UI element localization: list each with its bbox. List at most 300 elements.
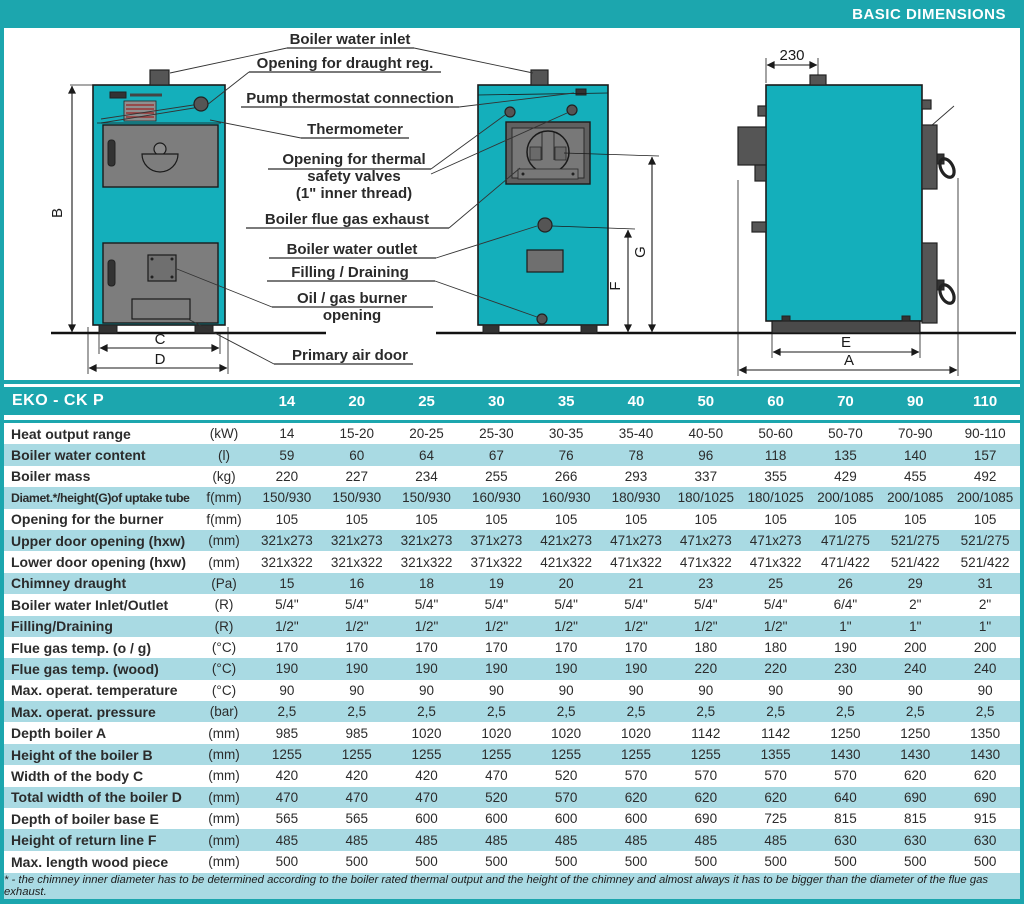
cell-value: 470 — [275, 789, 299, 805]
cell-value: 6/4" — [833, 597, 858, 613]
column-header-50: 50 — [697, 392, 715, 410]
row-label: Flue gas temp. (o / g) — [11, 639, 152, 656]
cell-value: 90 — [279, 682, 295, 698]
row-label: Total width of the boiler D — [11, 789, 182, 806]
cell-value: 2" — [909, 597, 922, 613]
cell-value: 640 — [834, 789, 857, 805]
cell-value: 485 — [415, 832, 438, 848]
cell-value: 78 — [628, 447, 644, 463]
cell-value: 5/4" — [484, 597, 509, 613]
table-row — [4, 423, 1020, 444]
column-header-70: 70 — [837, 392, 854, 410]
cell-value: 105 — [275, 511, 299, 527]
cell-value: 170 — [415, 640, 438, 656]
flue-bolt-r — [572, 173, 575, 176]
cell-value: 1020 — [481, 725, 512, 741]
footnote-text: * - the chimney inner diameter has to be determined according to the boiler rated thermal output and the height of the chimney and almost always it has to be bigger than the diameter of the flue gas exhaust. — [4, 874, 989, 899]
label-thermal-valves-1: Opening for thermal — [282, 151, 426, 168]
cell-value: 19 — [488, 575, 504, 591]
cell-value: 570 — [694, 768, 718, 784]
cell-value: 2,5 — [556, 704, 576, 720]
row-label: Opening for the burner — [11, 511, 164, 528]
cell-value: 1020 — [551, 725, 582, 741]
cell-value: 600 — [415, 811, 438, 827]
cell-value: 690 — [694, 811, 718, 827]
cell-value: 355 — [764, 468, 787, 484]
cell-value: 1255 — [411, 747, 442, 763]
row-label: Width of the body C — [11, 767, 144, 784]
cell-value: 1020 — [411, 725, 442, 741]
cell-value: 227 — [345, 468, 368, 484]
cell-value: 90 — [837, 682, 853, 698]
draught-regulator-knob — [194, 97, 208, 111]
cell-value: 105 — [973, 511, 997, 527]
row-unit: (mm) — [208, 747, 240, 763]
table-row — [4, 573, 1020, 594]
cell-value: 190 — [275, 661, 299, 677]
flue-bottom-bar — [518, 169, 578, 179]
cell-value: 485 — [275, 832, 299, 848]
cell-value: 90 — [558, 682, 574, 698]
cell-value: 321x273 — [261, 533, 313, 549]
cell-value: 485 — [554, 832, 578, 848]
cell-value: 190 — [624, 661, 648, 677]
cell-value: 293 — [624, 468, 648, 484]
table-row — [4, 616, 1020, 637]
cell-value: 1430 — [830, 747, 861, 763]
side-flue-exhaust-box — [738, 127, 766, 165]
table-row — [4, 658, 1020, 679]
cell-value: 471x273 — [679, 533, 732, 549]
cell-value: 2,5 — [347, 704, 367, 720]
front-foot-left — [99, 325, 117, 333]
dim-label-c: C — [154, 331, 166, 348]
table-row — [4, 594, 1020, 615]
cell-value: 105 — [764, 511, 787, 527]
table-row — [4, 829, 1020, 850]
cell-value: 630 — [904, 832, 927, 848]
cell-value: 118 — [764, 447, 787, 463]
cell-value: 1/2" — [484, 618, 509, 634]
cell-value: 25-30 — [479, 426, 514, 442]
row-unit: (mm) — [208, 832, 240, 848]
column-header-14: 14 — [278, 392, 296, 410]
side-leader-line — [931, 106, 954, 126]
cell-value: 620 — [764, 789, 787, 805]
cell-value: 470 — [415, 789, 438, 805]
label-water-outlet: Boiler water outlet — [286, 241, 418, 258]
cell-value: 18 — [419, 575, 435, 591]
cell-value: 521/275 — [960, 533, 1010, 549]
cell-value: 59 — [279, 447, 295, 463]
label-boiler-water-inlet: Boiler water inlet — [289, 31, 411, 48]
cell-value: 170 — [624, 640, 648, 656]
label-opening-draught: Opening for draught reg. — [256, 55, 434, 72]
cell-value: 321x322 — [330, 554, 383, 570]
cell-value: 105 — [834, 511, 857, 527]
cell-value: 485 — [485, 832, 508, 848]
cell-value: 105 — [485, 511, 508, 527]
cell-value: 26 — [837, 575, 853, 591]
side-lower-door — [922, 243, 937, 323]
label-burner-opening-2: opening — [322, 307, 382, 324]
row-unit: (°C) — [211, 682, 237, 698]
cell-value: 471/422 — [821, 554, 870, 570]
cell-value: 521/422 — [960, 554, 1010, 570]
row-unit: (mm) — [208, 533, 240, 549]
cell-value: 570 — [834, 768, 857, 784]
cell-value: 90 — [628, 682, 644, 698]
cell-value: 620 — [904, 768, 927, 784]
side-base — [772, 321, 920, 333]
cell-value: 1255 — [481, 747, 512, 763]
cell-value: 21 — [628, 575, 644, 591]
cell-value: 90-110 — [964, 426, 1006, 442]
cell-value: 371x273 — [470, 533, 523, 549]
column-header-20: 20 — [348, 392, 366, 410]
table-header — [4, 387, 1020, 415]
cell-value: 220 — [764, 661, 787, 677]
cell-value: 630 — [834, 832, 857, 848]
cell-value: 471x322 — [610, 554, 662, 570]
cell-value: 421x273 — [540, 533, 593, 549]
upper-door-handle — [108, 140, 115, 166]
side-flue-step — [755, 165, 766, 181]
column-header-35: 35 — [557, 392, 575, 410]
side-hinge-top — [922, 100, 931, 109]
brand-logo — [110, 92, 126, 98]
cell-value: 20 — [558, 575, 574, 591]
technical-drawings — [4, 28, 1020, 380]
cell-value: 2,5 — [277, 704, 297, 720]
row-unit: (°C) — [211, 640, 237, 656]
cell-value: 190 — [554, 661, 578, 677]
boiler-body-side — [766, 85, 922, 321]
cell-value: 690 — [973, 789, 997, 805]
cell-value: 170 — [275, 640, 299, 656]
cell-value: 500 — [973, 854, 997, 869]
cell-value: 1142 — [761, 725, 791, 741]
label-thermal-valves-3: (1" inner thread) — [295, 185, 413, 202]
row-unit: (mm) — [208, 811, 240, 827]
cell-value: 35-40 — [618, 426, 654, 442]
cell-value: 140 — [904, 447, 927, 463]
cell-value: 500 — [554, 854, 578, 869]
cell-value: 1430 — [900, 747, 931, 763]
cell-value: 985 — [275, 725, 299, 741]
row-unit: (mm) — [208, 725, 240, 741]
cell-value: 5/4" — [624, 597, 648, 613]
row-unit: (kg) — [212, 468, 236, 484]
cell-value: 1" — [909, 618, 922, 634]
flue-bolt-l — [522, 173, 525, 176]
side-upper-handle — [937, 156, 957, 179]
cell-value: 220 — [275, 468, 299, 484]
column-header-25: 25 — [418, 392, 435, 410]
table-row — [4, 551, 1020, 572]
cell-value: 321x322 — [400, 554, 453, 570]
cell-value: 240 — [904, 661, 927, 677]
cell-value: 690 — [904, 789, 927, 805]
label-burner-opening-1: Oil / gas burner — [296, 290, 408, 307]
cell-value: 1255 — [341, 747, 372, 763]
table-row — [4, 530, 1020, 551]
damper-knob — [154, 143, 166, 155]
cell-value: 240 — [973, 661, 997, 677]
table-row — [4, 466, 1020, 487]
row-label: Max. length wood piece — [11, 853, 169, 870]
cell-value: 67 — [488, 447, 504, 463]
table-row — [4, 722, 1020, 743]
cell-value: 1/2" — [275, 618, 299, 634]
cell-value: 50-60 — [758, 426, 793, 442]
cell-value: 815 — [834, 811, 857, 827]
cell-value: 90 — [419, 682, 435, 698]
column-header-30: 30 — [488, 392, 505, 410]
side-stub-top — [758, 106, 766, 116]
cell-value: 570 — [764, 768, 787, 784]
cell-value: 915 — [973, 811, 997, 827]
row-unit: (mm) — [208, 789, 240, 805]
row-label: Height of the boiler B — [11, 746, 153, 763]
cell-value: 485 — [345, 832, 368, 848]
flue-inner-l — [530, 147, 541, 160]
cell-value: 565 — [345, 811, 368, 827]
cell-value: 2" — [978, 597, 992, 613]
cell-value: 500 — [834, 854, 857, 869]
cell-value: 725 — [764, 811, 787, 827]
cell-value: 2,5 — [905, 704, 925, 720]
cell-value: 90 — [768, 682, 784, 698]
cell-value: 90 — [977, 682, 993, 698]
row-label: Heat output range — [11, 425, 131, 442]
cell-value: 471/275 — [821, 533, 870, 549]
cell-value: 266 — [554, 468, 578, 484]
cell-value: 190 — [834, 640, 857, 656]
row-unit: f(mm) — [206, 511, 242, 527]
row-unit: f(mm) — [206, 490, 242, 506]
cell-value: 15 — [279, 575, 295, 591]
row-label: Diamet.*/height(G)of uptake tube — [11, 490, 190, 505]
cell-value: 1355 — [760, 747, 791, 763]
primary-air-door-plate — [132, 299, 190, 319]
dim-label-b: B — [49, 207, 66, 219]
column-header-60: 60 — [767, 392, 784, 410]
table-row — [4, 637, 1020, 658]
cell-value: 2,5 — [696, 704, 716, 720]
thermal-valve-opening-left — [505, 107, 515, 117]
cell-value: 170 — [485, 640, 508, 656]
cell-value: 5/4" — [275, 597, 299, 613]
table-model-label: EKO - CK P — [12, 392, 105, 409]
cell-value: 2,5 — [486, 704, 506, 720]
cell-value: 570 — [554, 789, 578, 805]
cell-value: 190 — [485, 661, 508, 677]
cell-value: 521/275 — [890, 533, 940, 549]
boiler-rear-view — [478, 70, 659, 333]
row-unit: (bar) — [209, 704, 239, 720]
column-header-110: 110 — [972, 392, 998, 410]
cell-value: 500 — [624, 854, 648, 869]
cell-value: 105 — [694, 511, 718, 527]
cell-value: 1142 — [691, 725, 721, 741]
dim-label-f: F — [607, 281, 624, 291]
lower-door-handle — [108, 260, 115, 286]
cell-value: 2,5 — [626, 704, 646, 720]
cell-value: 90 — [349, 682, 365, 698]
cell-value: 471x273 — [610, 533, 662, 549]
cell-value: 500 — [904, 854, 927, 869]
table-top-rule — [4, 380, 1020, 384]
table-body — [4, 423, 1020, 872]
cell-value: 1255 — [271, 747, 302, 763]
cell-value: 620 — [624, 789, 648, 805]
label-thermometer: Thermometer — [307, 121, 403, 138]
cell-value: 420 — [345, 768, 368, 784]
cell-value: 150/930 — [262, 490, 312, 506]
cell-value: 2,5 — [417, 704, 436, 720]
cell-value: 1/2" — [694, 618, 718, 634]
table-row — [4, 787, 1020, 808]
cell-value: 1255 — [690, 747, 721, 763]
cell-value: 23 — [698, 575, 714, 591]
row-label: Lower door opening (hxw) — [11, 554, 186, 571]
cell-value: 220 — [694, 661, 718, 677]
cell-value: 620 — [973, 768, 997, 784]
cell-value: 5/4" — [554, 597, 578, 613]
row-unit: (R) — [214, 618, 234, 634]
cell-value: 105 — [624, 511, 648, 527]
side-lower-handle — [937, 282, 957, 305]
cell-value: 180/930 — [611, 490, 661, 506]
cell-value: 470 — [345, 789, 368, 805]
table-row — [4, 444, 1020, 465]
row-unit: (mm) — [208, 768, 240, 784]
cell-value: 157 — [973, 447, 997, 463]
side-base-tab-l — [782, 316, 790, 321]
cell-value: 180/1025 — [747, 490, 804, 506]
cell-value: 500 — [764, 854, 787, 869]
row-label: Flue gas temp. (wood) — [11, 660, 159, 677]
cell-value: 76 — [558, 447, 574, 463]
label-filling-draining: Filling / Draining — [291, 264, 409, 281]
cell-value: 471x322 — [749, 554, 802, 570]
table-row — [4, 744, 1020, 765]
row-unit: (mm) — [208, 554, 240, 570]
cell-value: 105 — [554, 511, 578, 527]
cell-value: 64 — [419, 447, 435, 463]
cell-value: 1/2" — [763, 618, 788, 634]
cell-value: 170 — [554, 640, 578, 656]
cell-value: 200 — [973, 640, 997, 656]
row-label: Max. operat. temperature — [11, 682, 178, 699]
rear-foot-left — [483, 325, 499, 333]
row-label: Filling/Draining — [11, 618, 113, 635]
cell-value: 485 — [624, 832, 648, 848]
row-label: Boiler mass — [11, 468, 91, 485]
cell-value: 485 — [694, 832, 718, 848]
cell-value: 31 — [977, 575, 993, 591]
table-row — [4, 808, 1020, 829]
cell-value: 337 — [694, 468, 718, 484]
cell-value: 29 — [907, 575, 923, 591]
water-outlet-port — [538, 218, 552, 232]
cell-value: 620 — [694, 789, 718, 805]
cell-value: 105 — [345, 511, 368, 527]
table-row — [4, 851, 1020, 872]
cell-value: 520 — [554, 768, 578, 784]
table-row — [4, 509, 1020, 530]
cell-value: 421x322 — [540, 554, 593, 570]
row-unit: (l) — [218, 447, 230, 463]
cell-value: 25 — [768, 575, 784, 591]
water-inlet-stub-side — [810, 75, 826, 85]
cell-value: 160/930 — [541, 490, 591, 506]
table-row — [4, 487, 1020, 508]
cell-value: 815 — [904, 811, 927, 827]
cell-value: 90 — [488, 682, 504, 698]
cell-value: 14 — [279, 426, 295, 442]
row-unit: (R) — [214, 597, 234, 613]
cell-value: 160/930 — [471, 490, 521, 506]
label-thermal-valves-2: safety valves — [307, 168, 401, 185]
cell-value: 1" — [839, 618, 852, 634]
dim-label-e: E — [840, 334, 852, 351]
table-footnote — [4, 872, 1020, 904]
flue-inner-r — [555, 147, 566, 160]
row-label: Height of return line F — [11, 832, 157, 849]
cell-value: 40-50 — [688, 426, 724, 442]
cell-value: 500 — [275, 854, 299, 869]
filling-draining-port — [537, 314, 547, 324]
cell-value: 90 — [907, 682, 923, 698]
cell-value: 70-90 — [898, 426, 933, 442]
cell-value: 985 — [345, 725, 368, 741]
cell-value: 60 — [349, 447, 365, 463]
cell-value: 16 — [349, 575, 365, 591]
cell-value: 5/4" — [763, 597, 788, 613]
column-header-90: 90 — [906, 392, 924, 410]
cell-value: 630 — [973, 832, 997, 848]
boiler-side-view — [738, 47, 958, 376]
row-label: Depth of boiler base E — [11, 810, 159, 827]
cell-value: 5/4" — [414, 597, 439, 613]
cell-value: 180/1025 — [677, 490, 734, 506]
cell-value: 471x322 — [679, 554, 732, 570]
cell-value: 200 — [904, 640, 927, 656]
cell-value: 485 — [764, 832, 787, 848]
cell-value: 1" — [978, 618, 992, 634]
cell-value: 1/2" — [554, 618, 578, 634]
cell-value: 1250 — [900, 725, 931, 741]
row-unit: (°C) — [211, 661, 237, 677]
cell-value: 565 — [275, 811, 299, 827]
pump-thermostat-port — [576, 89, 586, 95]
row-label: Max. operat. pressure — [11, 703, 156, 720]
label-flue-gas-exhaust: Boiler flue gas exhaust — [264, 211, 430, 228]
cell-value: 600 — [485, 811, 508, 827]
cell-value: 90 — [698, 682, 714, 698]
cell-value: 1255 — [551, 747, 582, 763]
cell-value: 1250 — [830, 725, 861, 741]
cell-value: 455 — [904, 468, 927, 484]
cell-value: 50-70 — [828, 426, 863, 442]
cell-value: 492 — [973, 468, 997, 484]
cell-value: 321x273 — [330, 533, 383, 549]
side-stub-mid — [752, 222, 766, 232]
front-foot-right — [195, 325, 213, 333]
row-label: Chimney draught — [11, 575, 127, 592]
